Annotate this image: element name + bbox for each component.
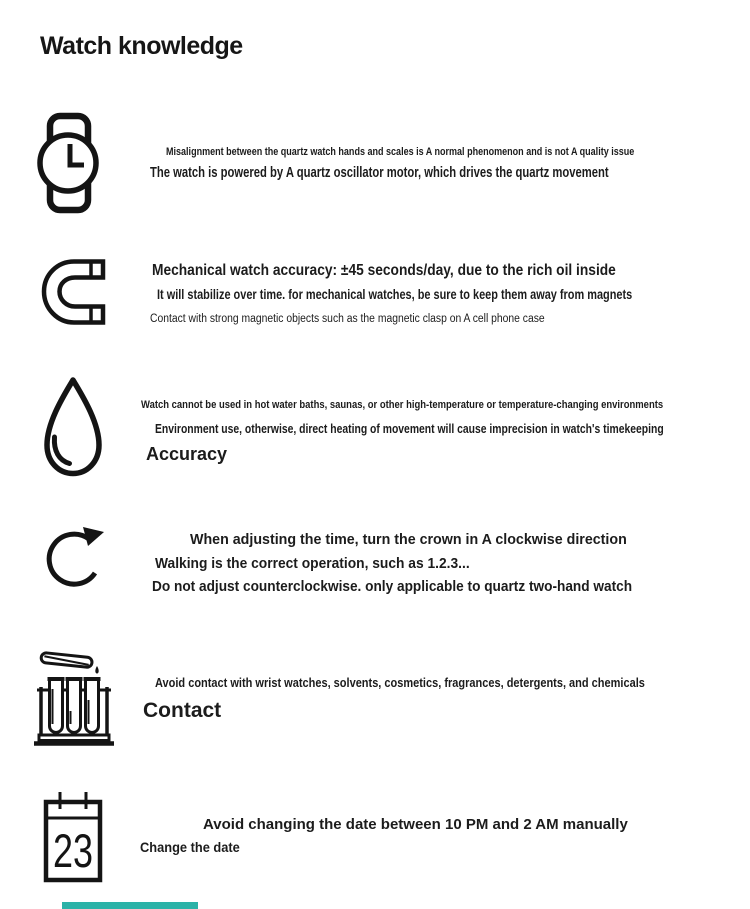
chemical-warning-line: Avoid contact with wrist watches, solvents, cosmetics, fragrances, detergents, and chemicals	[155, 676, 645, 690]
magnet-icon	[40, 258, 106, 326]
clockwise-arrow-icon	[44, 522, 108, 594]
progress-bar[interactable]	[62, 902, 198, 909]
magnetic-contact-line: Contact with strong magnetic objects such as the magnetic clasp on A cell phone case	[150, 313, 545, 325]
clockwise-adjust-line: When adjusting the time, turn the crown in A clockwise direction	[190, 531, 627, 548]
calendar-icon	[41, 788, 105, 884]
change-date-heading: Change the date	[140, 840, 240, 855]
accuracy-heading: Accuracy	[146, 444, 228, 464]
calendar-day: 23	[53, 824, 93, 877]
counterclockwise-warning-line: Do not adjust counterclockwise. only applicable to quartz two-hand watch	[152, 578, 633, 595]
hot-water-warning-line: Watch cannot be used in hot water baths, saunas, or other high-temperature or temperature-changing environments	[141, 399, 664, 411]
quartz-misalignment-line: Misalignment between the quartz watch hands and scales is A normal phenomenon and is not A quality issue	[166, 146, 635, 158]
walking-operation-line: Walking is the correct operation, such as 1.2.3...	[155, 555, 470, 572]
accuracy-spec-line: Mechanical watch accuracy: ±45 seconds/day, due to the rich oil inside	[152, 262, 616, 279]
water-drop-icon	[40, 374, 106, 479]
quartz-movement-line: The watch is powered by A quartz oscillator motor, which drives the quartz movement	[150, 164, 609, 181]
date-change-warning-line: Avoid changing the date between 10 PM and 2 AM manually	[203, 816, 628, 833]
heat-imprecision-line: Environment use, otherwise, direct heating of movement will cause imprecision in watch's timekeeping	[155, 422, 664, 436]
page-title: Watch knowledge	[40, 32, 243, 60]
watch-icon	[33, 112, 103, 214]
test-tubes-icon	[34, 645, 114, 746]
contact-heading: Contact	[143, 699, 222, 722]
magnet-warning-line: It will stabilize over time. for mechanical watches, be sure to keep them away from magnets	[157, 287, 633, 302]
